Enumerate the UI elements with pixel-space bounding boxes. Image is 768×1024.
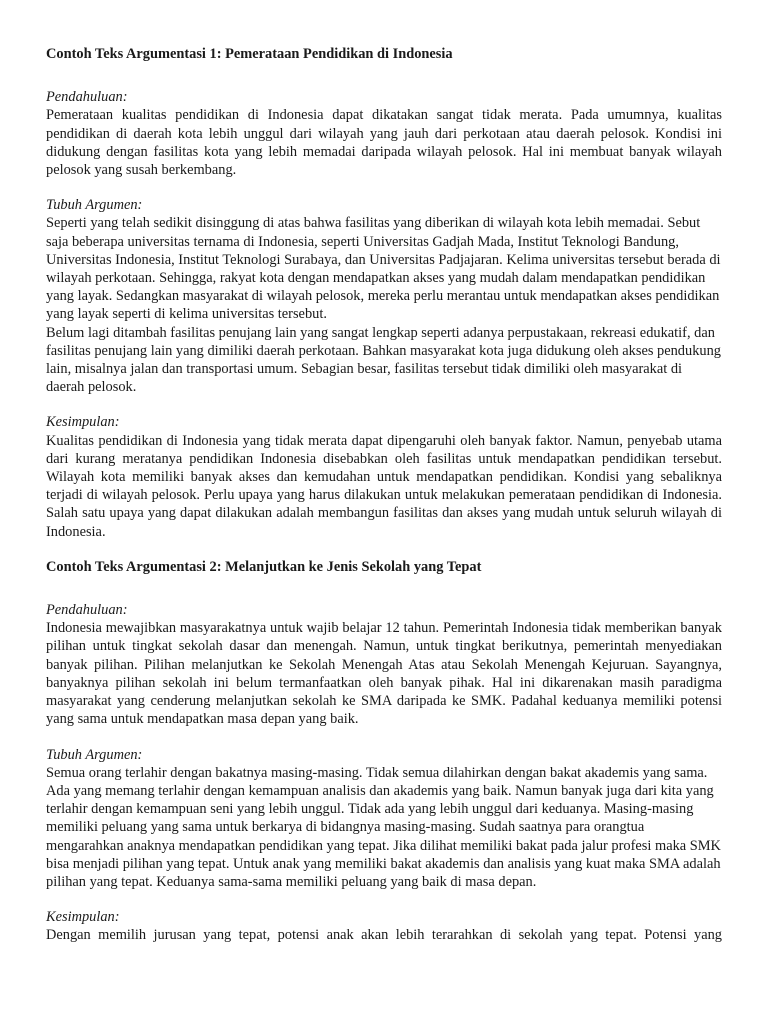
article-2-intro-label: Pendahuluan: (46, 602, 128, 619)
article-1-body-paragraph-2: Belum lagi ditambah fasilitas penujang lain yang sangat lengkap seperti adanya perpustakaan, rekreasi edukatif, dan fasilitas penujang lain yang dimiliki daerah perkotaan. Bahkan masyarakat kota juga didukung oleh akses pendukung lain, misalnya jalan dan transportasi umum. Sebagian besar, fasilitas tersebut tidak dimiliki oleh masyarakat di daerah pelosok. (46, 324, 721, 396)
document-page (46, 45, 722, 945)
article-1-body-paragraph-1: Seperti yang telah sedikit disinggung di atas bahwa fasilitas yang diberikan di wilayah kota lebih memadai. Sebut saja beberapa universitas ternama di Indonesia, seperti Universitas Gadjah Mada, Institut Teknologi Bandung, Universitas Indonesia, Institut Teknologi Surabaya, dan Universitas Padjajaran. Kelima universitas tersebut berada di wilayah perkotaan. Sehingga, rakyat kota dengan mendapatkan akses yang mudah dalam mendapatkan pendidikan yang layak. Sedangkan masyarakat di wilayah pelosok, mereka perlu merantau untuk mendapatkan akses pendidikan yang layak seperti di kelima universitas tersebut. (46, 215, 721, 323)
article-1-body-label: Tubuh Argumen: (46, 197, 143, 214)
article-1-conclusion-text: Kualitas pendidikan di Indonesia yang tidak merata dapat dipengaruhi oleh banyak faktor. Namun, penyebab utama dari kurang meratanya pendidikan Indonesia disebabkan oleh fasilitas untuk mendapatkan pendidikan tersebut. Wilayah kota memiliki banyak akses dan kemudahan untuk mendapatkan pendidikan. Kondisi yang sebaliknya terjadi di wilayah pelosok. Perlu upaya yang harus dilakukan untuk melakukan pemerataan pendidikan di Indonesia. Salah satu upaya yang dapat dilakukan adalah membangun fasilitas dan akses yang mudah untuk seluruh wilayah di Indonesia. (46, 432, 722, 540)
article-2-title: Contoh Teks Argumentasi 2: Melanjutkan ke Jenis Sekolah yang Tepat (46, 558, 482, 575)
article-1-intro-label: Pendahuluan: (46, 89, 128, 106)
article-2-conclusion-label: Kesimpulan: (46, 909, 120, 926)
article-1-intro-text: Pemerataan kualitas pendidikan di Indonesia dapat dikatakan sangat tidak merata. Pada umumnya, kualitas pendidikan di daerah kota lebih unggul dari wilayah yang jauh dari perkotaan atau daerah pelosok. Kondisi ini didukung dengan fasilitas kota yang lebih memadai daripada wilayah pelosok. Hal ini membuat banyak wilayah pelosok yang susah berkembang. (46, 107, 722, 179)
article-2-body-paragraph-1: Semua orang terlahir dengan bakatnya masing-masing. Tidak semua dilahirkan dengan bakat akademis yang sama. Ada yang memang terlahir dengan kemampuan analisis dan akademis yang baik. Namun banyak juga dari kita yang terlahir dengan kemampuan seni yang lebih unggul. Tidak ada yang lebih unggul dari keduanya. Masing-masing memiliki peluang yang sama untuk berkarya di bidangnya masing-masing. Sudah saatnya para orangtua mengarahkan anaknya mendapatkan pendidikan yang tepat. Jika dilihat memiliki bakat pada jalur profesi maka SMK bisa menjadi pilihan yang tepat. Untuk anak yang memiliki bakat akademis dan analisis yang kuat maka SMA adalah pilihan yang tepat. Keduanya sama-sama memiliki peluang yang baik di masa depan. (46, 764, 721, 890)
article-2-intro-text: Indonesia mewajibkan masyarakatnya untuk wajib belajar 12 tahun. Pemerintah Indonesia tidak memberikan banyak pilihan untuk tingkat sekolah dasar dan menengah. Namun, untuk tingkat berikutnya, pemerintah menyediakan banyak pilihan. Pilihan melanjutkan ke Sekolah Menengah Atas atau Sekolah Menengah Kejuruan. Sayangnya, banyaknya pilihan sekolah ini belum termanfaatkan oleh banyak pihak. Hal ini dikarenakan masih paradigma masyarakat yang cenderung melanjutkan sekolah ke SMA daripada ke SMK. Padahal keduanya memiliki potensi yang sama untuk mendapatkan masa depan yang baik. (46, 620, 722, 728)
article-2-body-label: Tubuh Argumen: (46, 746, 143, 763)
article-2-conclusion-text: Dengan memilih jurusan yang tepat, potensi anak akan lebih terarahkan di sekolah yang tepat. Potensi yang (46, 927, 722, 944)
article-1-conclusion-label: Kesimpulan: (46, 414, 120, 431)
article-1-title: Contoh Teks Argumentasi 1: Pemerataan Pendidikan di Indonesia (46, 46, 453, 62)
